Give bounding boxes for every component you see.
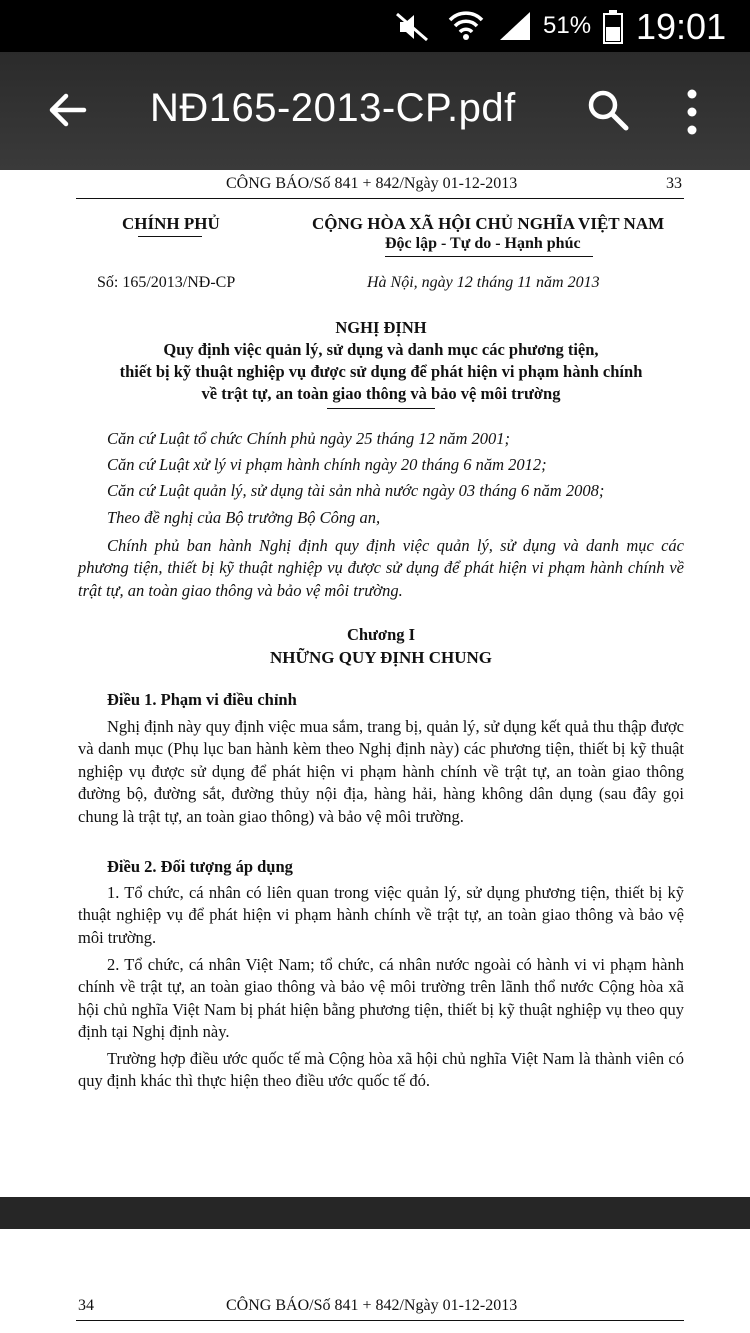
citation: Theo đề nghị của Bộ trưởng Bộ Công an, [107, 508, 381, 527]
signal-icon [498, 10, 532, 42]
article-2-title: Điều 2. Đối tượng áp dụng [107, 857, 293, 876]
issuer: CHÍNH PHỦ [122, 214, 220, 233]
citation: Căn cứ Luật quản lý, sử dụng tài sản nhà nước ngày 03 tháng 6 năm 2008; [107, 481, 605, 500]
subject-line: thiết bị kỹ thuật nghiệp vụ được sử dụng để phát hiện vi phạm hành chính [119, 362, 643, 381]
document-title: NĐ165-2013-CP.pdf [150, 86, 516, 130]
chapter-label: Chương I [346, 625, 416, 644]
article-2-paragraph: 1. Tổ chức, cá nhân có liên quan trong việc quản lý, sử dụng phương tiện, thiết bị kỹ thuật nghiệp vụ để phát hiện vi phạm hành chính về trật tự, an toàn giao thông và bảo vệ môi trường. [78, 883, 684, 947]
app-toolbar [0, 52, 750, 170]
article-1-text: Nghị định này quy định việc mua sắm, trang bị, quản lý, sử dụng kết quả thu thập được và danh mục (Phụ lục ban hành kèm theo Nghị định này) các phương tiện, thiết bị kỹ thuật nghiệp vụ được sử dụng để phát hiện vi phạm hành chính về trật tự, an toàn giao thông đường bộ, đường sắt, đường thủy nội địa, hàng hải, hàng không dân dụng (sau đây gọi chung là trật tự, an toàn giao thông) và bảo vệ môi trường. [78, 717, 684, 826]
issuer-underline [138, 236, 202, 237]
running-header: CÔNG BÁO/Số 841 + 842/Ngày 01-12-2013 [226, 1297, 518, 1314]
battery-percent: 51% [543, 12, 592, 39]
running-header: CÔNG BÁO/Số 841 + 842/Ngày 01-12-2013 [226, 175, 518, 192]
page-number: 34 [78, 1297, 94, 1314]
document-number: Số: 165/2013/NĐ-CP [97, 274, 236, 291]
subject-line: Quy định việc quản lý, sử dụng và danh mục các phương tiện, [163, 340, 599, 359]
motto: Độc lập - Tự do - Hạnh phúc [385, 235, 581, 252]
mute-icon [394, 12, 430, 42]
back-arrow-icon[interactable] [44, 86, 92, 134]
article-2-paragraph: Trường hợp điều ước quốc tế mà Cộng hòa xã hội chủ nghĩa Việt Nam là thành viên có quy định khác thì thực hiện theo điều ước quốc tế đó. [78, 1049, 684, 1091]
page-number: 33 [666, 175, 682, 192]
subject-line: về trật tự, an toàn giao thông và bảo vệ môi trường [201, 384, 561, 403]
article-1-title: Điều 1. Phạm vi điều chỉnh [107, 690, 297, 709]
article-2-paragraph: 2. Tổ chức, cá nhân Việt Nam; tổ chức, cá nhân nước ngoài có hành vi vi phạm hành chính về trật tự, an toàn giao thông và bảo vệ môi trường trên lãnh thổ nước Cộng hòa xã hội chủ nghĩa Việt Nam bị phát hiện bằng phương tiện, thiết bị kỹ thuật nghiệp vụ theo quy định tại Nghị định này. [78, 955, 684, 1042]
subject-underline [327, 408, 435, 409]
page-gap [0, 1197, 750, 1229]
battery-icon [603, 10, 623, 44]
wifi-icon [446, 8, 486, 42]
citation: Căn cứ Luật tổ chức Chính phủ ngày 25 tháng 12 năm 2001; [107, 429, 510, 448]
chapter-title: NHỮNG QUY ĐỊNH CHUNG [269, 648, 493, 667]
more-vert-icon[interactable] [680, 86, 704, 138]
status-bar [0, 0, 750, 52]
search-icon[interactable] [586, 88, 630, 132]
nation-title: CỘNG HÒA XÃ HỘI CHỦ NGHĨA VIỆT NAM [312, 214, 665, 233]
motto-underline [385, 256, 593, 257]
enactment-clause: Chính phủ ban hành Nghị định quy định việc quản lý, sử dụng và danh mục các phương tiện, thiết bị kỹ thuật nghiệp vụ được sử dụng để phát hiện vi phạm hành chính về trật tự, an toàn giao thông và bảo vệ môi trường. [78, 536, 684, 600]
header-rule [76, 1320, 684, 1321]
pdf-page-33[interactable] [0, 170, 750, 1197]
clock: 19:01 [636, 6, 727, 47]
document-type: NGHỊ ĐỊNH [335, 318, 427, 337]
pdf-page-34[interactable] [0, 1229, 750, 1333]
header-rule [76, 198, 684, 199]
place-date: Hà Nội, ngày 12 tháng 11 năm 2013 [367, 274, 600, 291]
citation: Căn cứ Luật xử lý vi phạm hành chính ngày 20 tháng 6 năm 2012; [107, 455, 547, 474]
